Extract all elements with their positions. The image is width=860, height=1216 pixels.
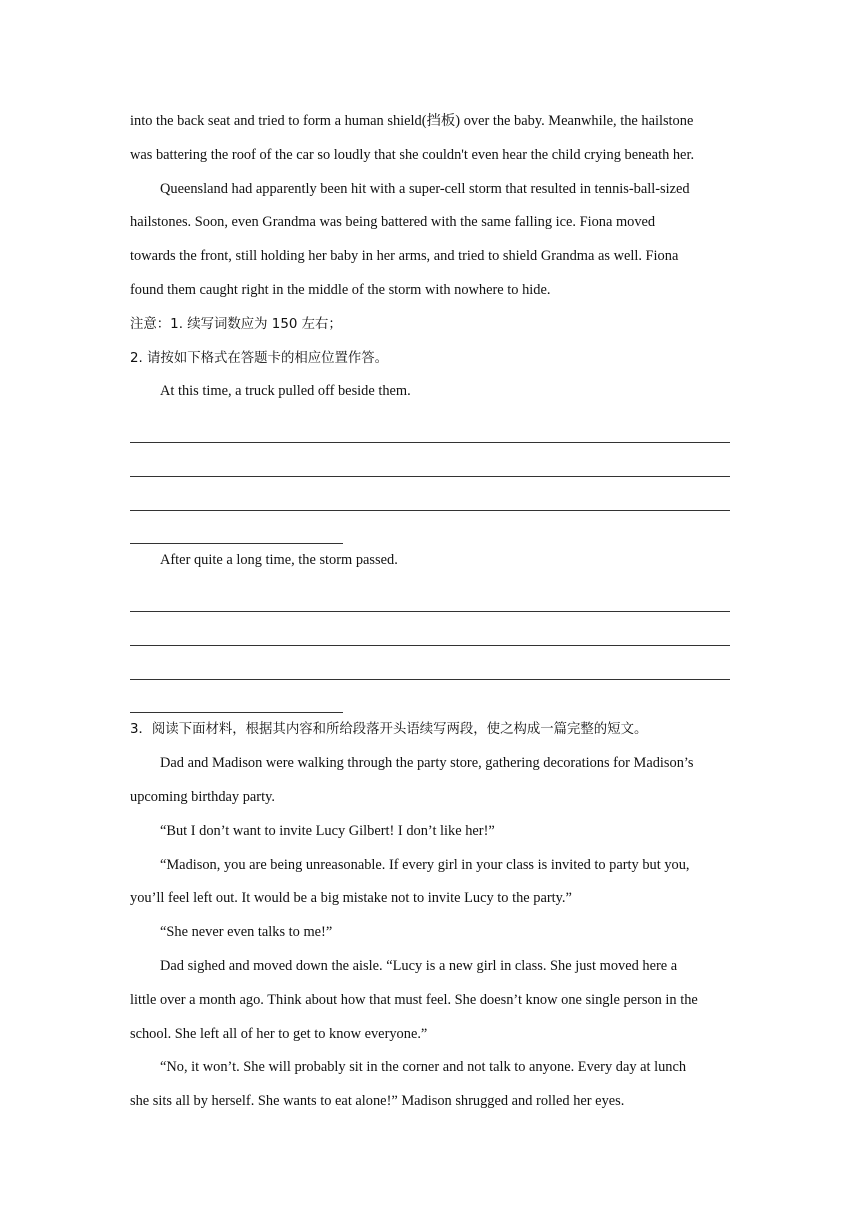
answer-line[interactable] <box>130 477 730 511</box>
story-line: towards the front, still holding her baby in her arms, and tried to shield Grandma as well. Fiona <box>130 248 679 265</box>
paragraph1-opening: At this time, a truck pulled off beside them. <box>160 383 411 400</box>
answer-line[interactable] <box>130 646 730 680</box>
story-line: “Madison, you are being unreasonable. If every girl in your class is invited to party but you, <box>160 856 690 873</box>
answer-line[interactable] <box>130 578 730 612</box>
story-line: Queensland had apparently been hit with a super-cell storm that resulted in tennis-ball-sized <box>160 180 690 197</box>
story-line: school. She left all of her to get to know everyone.” <box>130 1025 428 1042</box>
question3-instruction: 3．阅读下面材料，根据其内容和所给段落开头语续写两段，使之构成一篇完整的短文。 <box>130 722 648 738</box>
story-line: she sits all by herself. She wants to eat alone!” Madison shrugged and rolled her eyes. <box>130 1093 625 1110</box>
answer-line-short[interactable] <box>130 511 730 545</box>
story-line: into the back seat and tried to form a human shield(挡板) over the baby. Meanwhile, the hailstone <box>130 113 694 129</box>
story-line: little over a month ago. Think about how that must feel. She doesn’t know one single person in the <box>130 991 698 1008</box>
story-line: “But I don’t want to invite Lucy Gilbert! I don’t like her!” <box>160 822 495 839</box>
story-line: you’ll feel left out. It would be a big mistake not to invite Lucy to the party.” <box>130 890 572 907</box>
answer-line[interactable] <box>130 443 730 477</box>
story-line: Dad and Madison were walking through the party store, gathering decorations for Madison’s <box>160 755 694 772</box>
answer-line-short[interactable] <box>130 680 730 714</box>
story-line: hailstones. Soon, even Grandma was being battered with the same falling ice. Fiona moved <box>130 214 656 231</box>
answer-line[interactable] <box>130 409 730 443</box>
story-line: “No, it won’t. She will probably sit in the corner and not talk to anyone. Every day at lunch <box>160 1059 687 1076</box>
story-line: “She never even talks to me!” <box>160 924 333 941</box>
note-word-count: 注意：1. 续写词数应为 150 左右； <box>130 316 342 332</box>
note-answer-format: 2. 请按如下格式在答题卡的相应位置作答。 <box>130 350 389 366</box>
document-page <box>130 105 730 1119</box>
answer-line[interactable] <box>130 612 730 646</box>
paragraph2-opening: After quite a long time, the storm passed. <box>160 552 398 569</box>
story-line: found them caught right in the middle of the storm with nowhere to hide. <box>130 281 551 298</box>
story-line: upcoming birthday party. <box>130 788 275 805</box>
story-line: was battering the roof of the car so loudly that she couldn't even hear the child crying beneath her. <box>130 146 695 163</box>
story-line: Dad sighed and moved down the aisle. “Lucy is a new girl in class. She just moved here a <box>160 957 678 974</box>
